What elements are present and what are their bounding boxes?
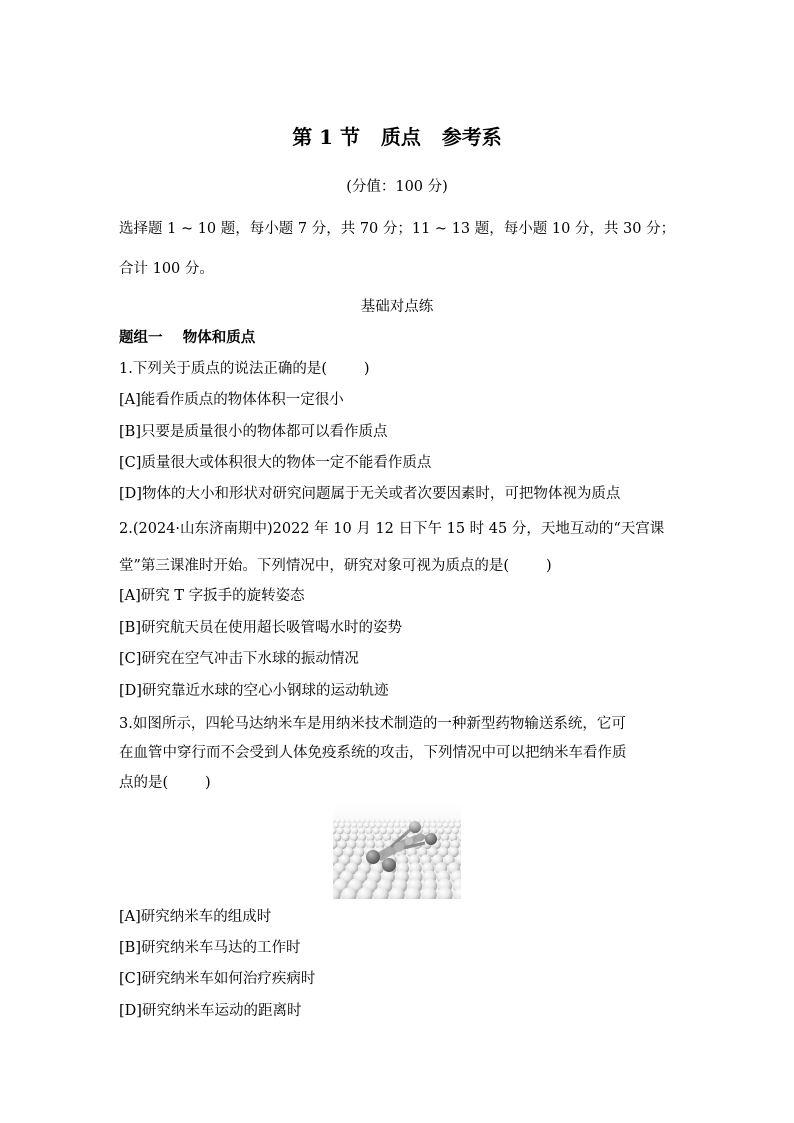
q3-stem-line-2: 在血管中穿行而不会受到人体免疫系统的攻击，下列情况中可以把纳米车看作质: [119, 745, 627, 761]
q1-option-b: [B]只要是质量很小的物体都可以看作质点: [119, 424, 388, 440]
q2-stem-line-2: 堂”第三课准时开始。下列情况中，研究对象可视为质点的是( ): [119, 558, 552, 574]
page-title: 第 1 节 质点 参考系: [292, 125, 502, 149]
group-heading: 题组一 物体和质点: [119, 329, 256, 346]
q2-stem-line-1: 2.(2024·山东济南期中)2022 年 10 月 12 日下午 15 时 45 分，天地互动的“天宫课: [119, 521, 665, 537]
q3-option-b: [B]研究纳米车马达的工作时: [119, 940, 301, 956]
q1-option-d: [D]物体的大小和形状对研究问题属于无关或者次要因素时，可把物体视为质点: [119, 486, 621, 502]
q3-option-d: [D]研究纳米车运动的距离时: [119, 1003, 302, 1019]
q2-option-c: [C]研究在空气冲击下水球的振动情况: [119, 651, 359, 667]
q1-stem: 1.下列关于质点的说法正确的是( ): [119, 361, 370, 377]
score-note: (分值：100 分): [346, 179, 448, 195]
instructions-line-1: 选择题 1 ~ 10 题，每小题 7 分，共 70 分；11 ~ 13 题，每小题 10 分，共 30 分；: [119, 221, 676, 237]
q3-option-c: [C]研究纳米车如何治疗疾病时: [119, 971, 316, 987]
nanocar-figure: [333, 803, 461, 899]
q2-option-d: [D]研究靠近水球的空心小钢球的运动轨迹: [119, 683, 389, 699]
q3-option-a: [A]研究纳米车的组成时: [119, 909, 272, 925]
q1-option-a: [A]能看作质点的物体体积一定很小: [119, 392, 344, 408]
q3-stem-line-1: 3.如图所示，四轮马达纳米车是用纳米技术制造的一种新型药物输送系统，它可: [119, 716, 626, 732]
q3-stem-line-3: 点的是( ): [119, 775, 211, 791]
section-heading: 基础对点练: [360, 299, 434, 315]
q2-option-a: [A]研究 T 字扳手的旋转姿态: [119, 588, 305, 604]
q1-option-c: [C]质量很大或体积很大的物体一定不能看作质点: [119, 455, 432, 471]
nanocar-on-spheres-image: [333, 803, 461, 899]
q2-option-b: [B]研究航天员在使用超长吸管喝水时的姿势: [119, 620, 402, 636]
instructions-line-2: 合计 100 分。: [119, 261, 214, 277]
